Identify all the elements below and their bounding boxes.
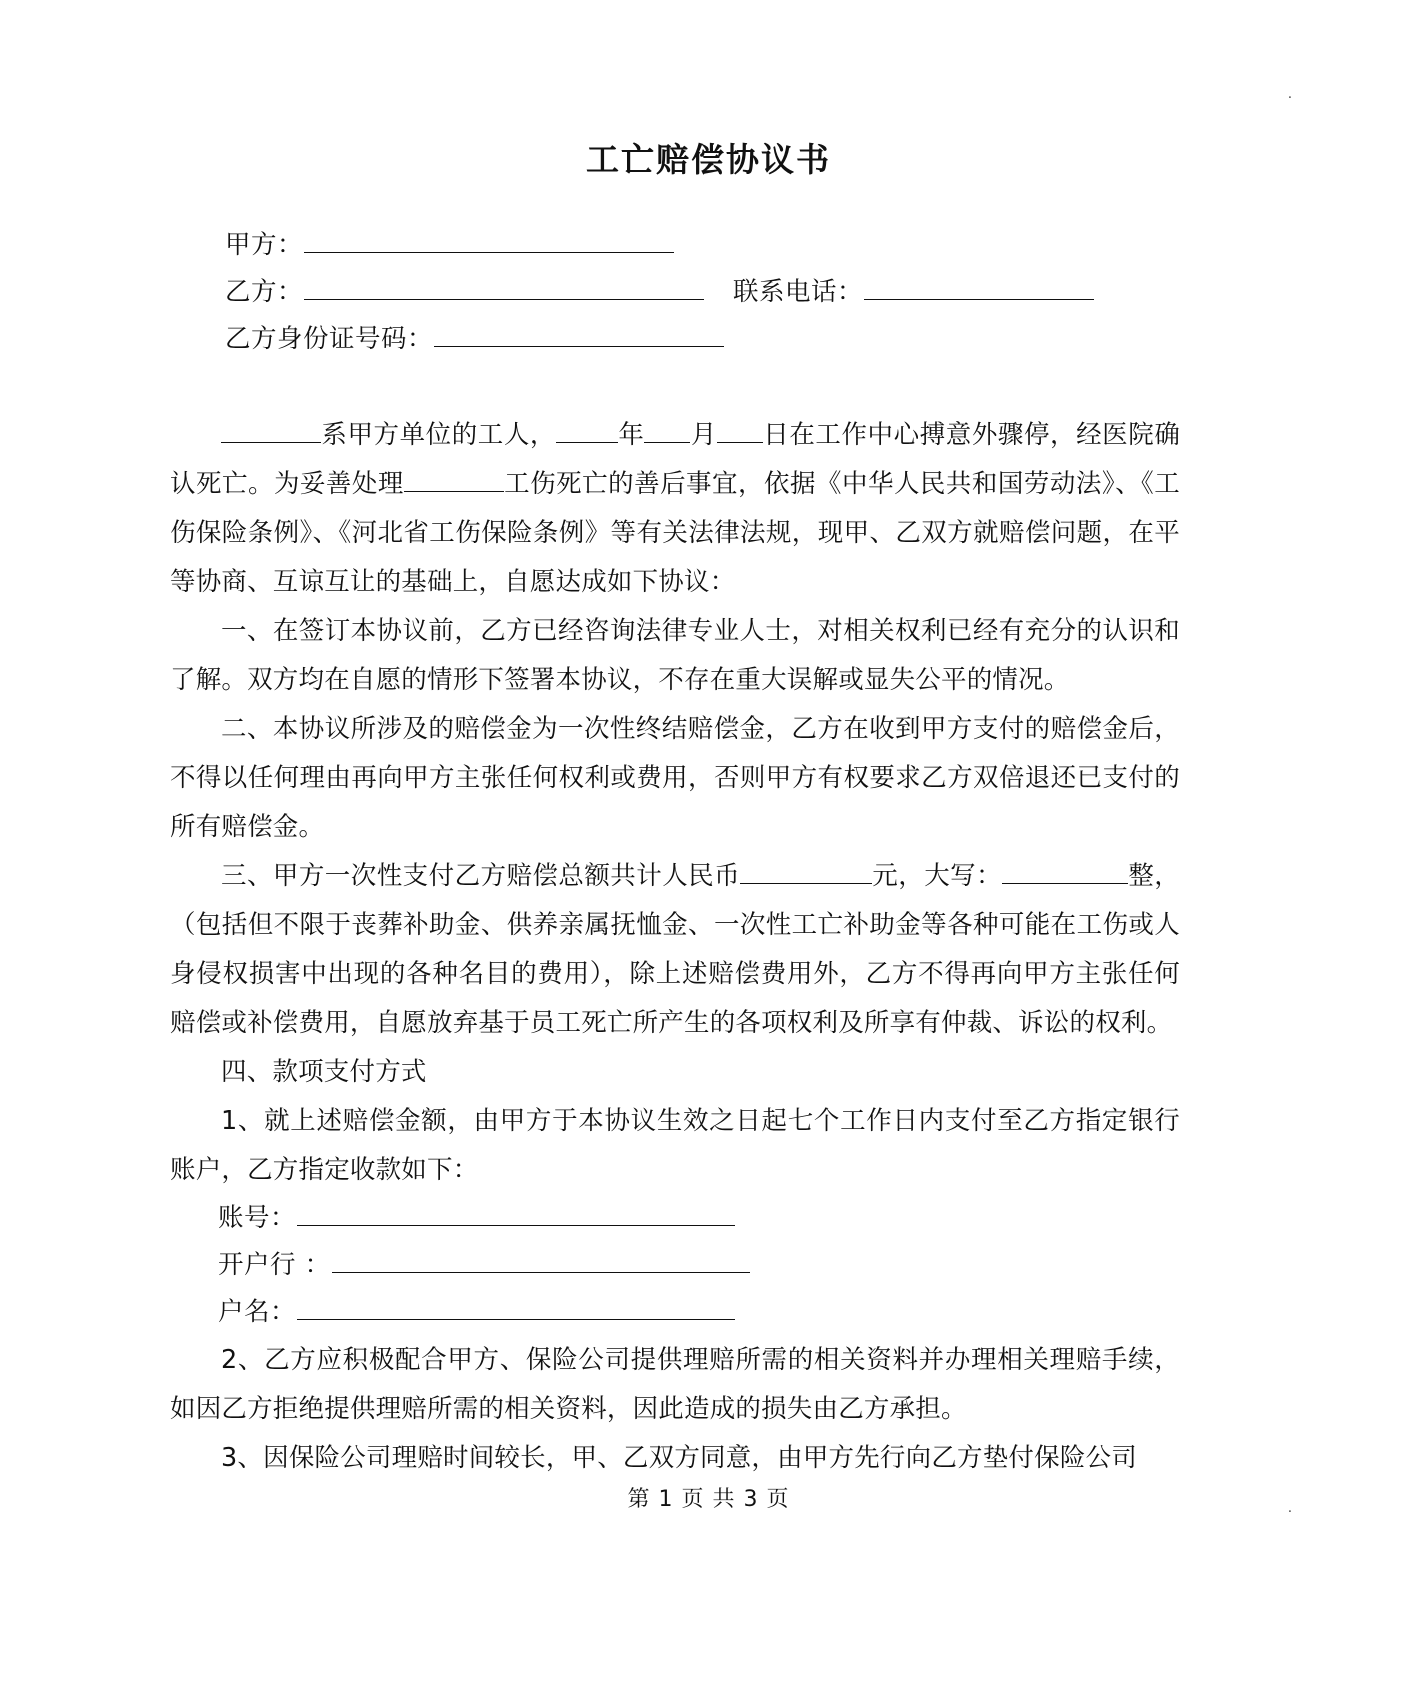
phone-input[interactable] [864,272,1094,300]
party-a-label: 甲方： [225,230,304,260]
party-a-row [170,222,1180,269]
clause-three-seg-a: 三、甲方一次性支付乙方赔偿总额共计人民币 [221,861,741,891]
amount-digits-blank[interactable] [740,858,872,885]
page-title: 工亡赔偿协议书 [586,140,831,179]
preamble-month: 月 [690,420,717,450]
clause-three-seg-c: 整， [1128,861,1180,891]
clause-four-title: 四、款项支付方式 [221,1057,427,1087]
amount-words-blank[interactable] [1002,858,1128,885]
account-number-label: 账号： [218,1203,297,1233]
bank-name-input[interactable] [332,1245,750,1273]
bank-name-label: 开户行 ： [218,1250,331,1280]
bank-name-row [170,1242,1180,1289]
clause-three-seg-b: 元，大写： [872,861,1003,891]
clause-three [170,852,1180,1048]
party-fields [170,222,1180,363]
party-b-label: 乙方： [225,277,304,307]
bank-fields [170,1195,1180,1336]
clause-three-seg-d: （包括但不限于丧葬补助金、供养亲属抚恤金、一次性工亡补助金等各种可能在工伤或人身侵权损害中出现的各种名目的费用），除上述赔偿费用外，乙方不得再向甲方主张任何赔偿或补偿费用，自愿放弃基于员工死亡所产生的各项权利及所享有仲裁、诉讼的权利。 [170,910,1180,1038]
phone-label: 联系电话： [733,277,864,307]
account-holder-row [170,1289,1180,1336]
preamble-seg-day: 日在工作中心搏意外骤停，经医院确认死亡。为妥善处理 [170,420,1181,499]
clause-four-item-3: 3、因保险公司理赔时间较长，甲、乙双方同意，由甲方先行向乙方垫付保险公司 [221,1443,1137,1473]
clause-two: 二、本协议所涉及的赔偿金为一次性终结赔偿金，乙方在收到甲方支付的赔偿金后，不得以任何理由再向甲方主张任何权利或费用，否则甲方有权要求乙方双倍退还已支付的所有赔偿金。 [170,714,1180,842]
party-b-input[interactable] [304,272,704,300]
corner-mark-top-right: . [1287,87,1292,102]
spacer [170,363,1180,411]
party-a-input[interactable] [304,225,674,253]
clause-one: 一、在签订本协议前，乙方已经咨询法律专业人士，对相关权利已经有充分的认识和了解。双方均在自愿的情形下签署本协议，不存在重大误解或显失公平的情况。 [170,616,1180,695]
page-footer: 第 1 页 共 3 页 [627,1487,790,1512]
year-blank[interactable] [556,417,618,444]
clause-four-item-1: 1、就上述赔偿金额，由甲方于本协议生效之日起七个工作日内支付至乙方指定银行账户，乙方指定收款如下： [170,1106,1180,1185]
day-blank[interactable] [717,417,763,444]
account-holder-input[interactable] [297,1292,735,1320]
corner-mark-bottom-right: . [1287,1501,1292,1516]
party-b-row [170,269,1180,316]
preamble-paragraph [170,411,1180,607]
preamble-year: 年 [618,420,645,450]
party-b-id-row [170,316,1180,363]
id-input[interactable] [434,319,724,347]
deceased-name-blank-2[interactable] [404,466,504,493]
preamble-seg2: 工伤死亡的善后事宜，依据《中华人民共和国劳动法》、《工伤保险条例》、《河北省工伤保险条例》等有关法律法规，现甲、乙双方就赔偿问题，在平等协商、互谅互让的基础上，自愿达成如下协议： [170,469,1180,597]
preamble-seg1: 系甲方单位的工人， [321,420,556,450]
month-blank[interactable] [644,417,690,444]
document-body [170,218,1180,1483]
account-number-input[interactable] [297,1198,735,1226]
account-number-row [170,1195,1180,1242]
account-holder-label: 户名： [218,1297,297,1327]
clause-four-item-2: 2、乙方应积极配合甲方、保险公司提供理赔所需的相关资料并办理相关理赔手续，如因乙方拒绝提供理赔所需的相关资料，因此造成的损失由乙方承担。 [170,1345,1180,1424]
deceased-name-blank[interactable] [221,417,321,444]
id-label: 乙方身份证号码： [225,324,434,354]
